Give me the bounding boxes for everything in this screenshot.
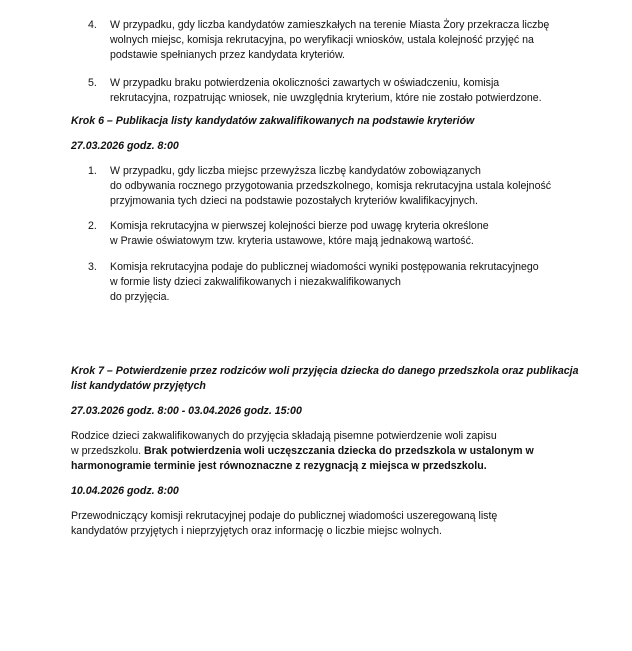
text-line: do przyjęcia. — [110, 291, 170, 303]
step7-heading — [71, 364, 611, 394]
text-line — [71, 459, 611, 474]
text-line: do odbywania rocznego przygotowania przedszkolnego, komisja rekrutacyjna ustala kolejność — [110, 180, 552, 192]
list-item-text — [110, 18, 610, 63]
publication-paragraph — [71, 509, 611, 539]
list-item-number: 1. — [88, 165, 97, 177]
text-line: kandydatów przyjętych i nieprzyjętych oraz informację o liczbie miejsc wolnych. — [71, 525, 442, 537]
heading-line: Krok 7 – Potwierdzenie przez rodziców woli przyjęcia dziecka do danego przedszkola oraz publikacja — [71, 365, 579, 377]
confirmation-paragraph — [71, 429, 611, 474]
bold-text-segment: Brak potwierdzenia woli uczęszczania dziecka do przedszkola w ustalonym w — [144, 445, 534, 457]
text-line: w Prawie oświatowym tzw. kryteria ustawowe, które mają jednakową wartość. — [110, 235, 474, 247]
list-item-number: 5. — [88, 77, 97, 89]
list-item-text — [110, 164, 610, 209]
list-item-number: 4. — [88, 19, 97, 31]
bold-text-segment: harmonogramie terminie jest równoznaczne z rezygnacją z miejsca w przedszkolu. — [71, 460, 487, 472]
heading-line: list kandydatów przyjętych — [71, 380, 206, 392]
text-line: W przypadku, gdy liczba kandydatów zamieszkałych na terenie Miasta Żory przekracza liczbę — [110, 19, 550, 31]
text-line: W przypadku braku potwierdzenia okoliczności zawartych w oświadczeniu, komisja — [110, 77, 500, 89]
list-item-text — [110, 219, 610, 249]
list-item-text — [110, 260, 610, 305]
text-line: Przewodniczący komisji rekrutacyjnej podaje do publicznej wiadomości uszeregowaną listę — [71, 510, 498, 522]
text-line: rekrutacyjna, rozpatrując wniosek, nie uwzględnia kryterium, które nie zostało potwierdzone. — [110, 92, 542, 104]
text-line: w formie listy dzieci zakwalifikowanych i niezakwalifikowanych — [110, 276, 401, 288]
text-line: podstawie spełnianych przez kandydata kryteriów. — [110, 49, 345, 61]
step6-date: 27.03.2026 godz. 8:00 — [71, 140, 179, 152]
text-segment: w przedszkolu. — [71, 445, 145, 457]
text-line: Komisja rekrutacyjna podaje do publicznej wiadomości wyniki postępowania rekrutacyjnego — [110, 261, 539, 273]
step7-publication-date: 10.04.2026 godz. 8:00 — [71, 485, 179, 497]
text-line: Komisja rekrutacyjna w pierwszej kolejności bierze pod uwagę kryteria określone — [110, 220, 489, 232]
step7-date-range: 27.03.2026 godz. 8:00 - 03.04.2026 godz. 15:00 — [71, 405, 302, 417]
text-line: wolnych miejsc, komisja rekrutacyjna, po weryfikacji wniosków, ustala kolejność przyjęć na — [110, 34, 534, 46]
list-item-number: 3. — [88, 261, 97, 273]
text-line — [71, 444, 611, 459]
text-line: W przypadku, gdy liczba miejsc przewyższa liczbę kandydatów zobowiązanych — [110, 165, 481, 177]
text-line: przyjmowania tych dzieci na podstawie pozostałych kryteriów kwalifikacyjnych. — [110, 195, 478, 207]
list-item-text — [110, 76, 610, 106]
text-line: Rodzice dzieci zakwalifikowanych do przyjęcia składają pisemne potwierdzenie woli zapisu — [71, 430, 497, 442]
step6-heading: Krok 6 – Publikacja listy kandydatów zakwalifikowanych na podstawie kryteriów — [71, 115, 475, 127]
list-item-number: 2. — [88, 220, 97, 232]
